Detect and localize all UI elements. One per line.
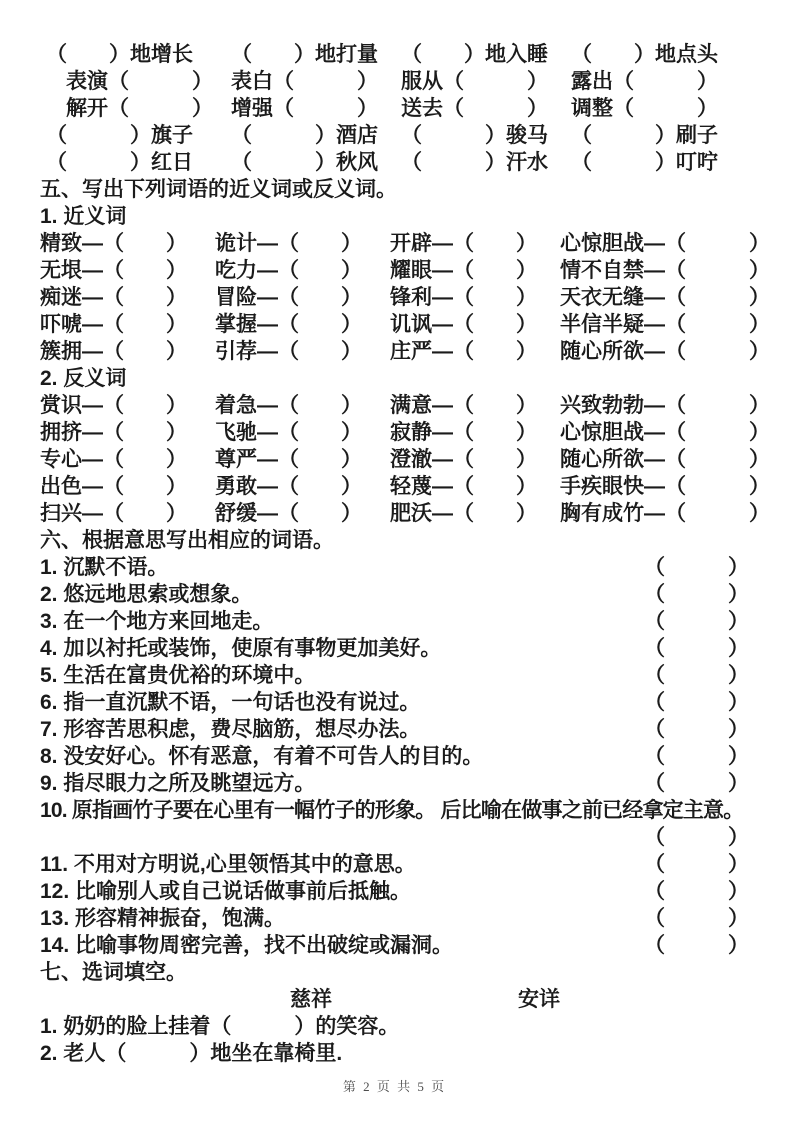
section-five bbox=[40, 176, 770, 527]
word-fill-row bbox=[40, 122, 749, 149]
fill-blank-cell: （ ）秋风 bbox=[231, 151, 378, 174]
sentence-item: 1. 奶奶的脸上挂着（ ）的笑容。 bbox=[40, 1015, 400, 1038]
fill-blank-cell: 增强（ ） bbox=[231, 97, 378, 120]
word-pair-cell: 扫兴—（ ） bbox=[40, 502, 187, 525]
definition-item bbox=[40, 662, 749, 689]
definition-item bbox=[40, 554, 749, 581]
answer-bracket: （ ） bbox=[644, 772, 749, 795]
answer-bracket: （ ） bbox=[644, 718, 749, 741]
fill-blank-cell: 露出（ ） bbox=[571, 70, 718, 93]
section-seven bbox=[40, 959, 749, 1067]
word-pair-cell: 耀眼—（ ） bbox=[390, 259, 537, 282]
definition-text: 7. 形容苦思积虑，费尽脑筋，想尽办法。 bbox=[40, 718, 421, 741]
answer-bracket: （ ） bbox=[644, 853, 749, 876]
word-pair-cell: 专心—（ ） bbox=[40, 448, 187, 471]
word-pair-cell: 尊严—（ ） bbox=[215, 448, 362, 471]
answer-bracket: （ ） bbox=[644, 745, 749, 768]
definition-text: 4. 加以衬托或装饰，使原有事物更加美好。 bbox=[40, 637, 442, 660]
word-pair-cell: 精致—（ ） bbox=[40, 232, 187, 255]
word-fill-row bbox=[40, 41, 749, 68]
antonym-row bbox=[40, 419, 770, 446]
word-pair-cell: 澄澈—（ ） bbox=[390, 448, 537, 471]
definition-item bbox=[40, 635, 749, 662]
definition-item bbox=[40, 770, 749, 797]
definition-text: 11. 不用对方明说,心里领悟其中的意思。 bbox=[40, 853, 416, 876]
answer-bracket: （ ） bbox=[644, 934, 749, 957]
word-fill-row bbox=[40, 68, 749, 95]
antonym-row bbox=[40, 446, 770, 473]
word-pair-cell: 心惊胆战—（ ） bbox=[560, 421, 770, 444]
fill-blank-cell: （ ）地点头 bbox=[571, 43, 718, 66]
fill-blank-cell: 表演（ ） bbox=[66, 70, 213, 93]
answer-bracket: （ ） bbox=[644, 880, 749, 903]
word-pair-cell: 无垠—（ ） bbox=[40, 259, 187, 282]
definition-text: 12. 比喻别人或自己说话做事前后抵触。 bbox=[40, 880, 412, 903]
word-option: 安详 bbox=[518, 988, 560, 1011]
definition-text: 13. 形容精神振奋，饱满。 bbox=[40, 907, 286, 930]
definition-item bbox=[40, 878, 749, 905]
word-pair-cell: 心惊胆战—（ ） bbox=[560, 232, 770, 255]
fill-blank-cell: 表白（ ） bbox=[231, 70, 378, 93]
word-pair-cell: 出色—（ ） bbox=[40, 475, 187, 498]
word-pair-cell: 轻蔑—（ ） bbox=[390, 475, 537, 498]
answer-bracket: （ ） bbox=[644, 556, 749, 579]
fill-blank-cell: （ ）地增长 bbox=[46, 43, 193, 66]
definition-item bbox=[40, 932, 749, 959]
fill-blank-cell: （ ）汗水 bbox=[401, 151, 548, 174]
page-number-footer: 第 2 页 共 5 页 bbox=[342, 1079, 447, 1094]
word-pair-cell: 簇拥—（ ） bbox=[40, 340, 187, 363]
fill-blank-cell: （ ）地打量 bbox=[231, 43, 378, 66]
section-six-title: 六、根据意思写出相应的词语。 bbox=[40, 529, 334, 552]
synonym-row bbox=[40, 230, 770, 257]
word-pair-cell: 着急—（ ） bbox=[215, 394, 362, 417]
fill-blank-cell: 送去（ ） bbox=[401, 97, 548, 120]
word-pair-cell: 引荐—（ ） bbox=[215, 340, 362, 363]
definition-text: 14. 比喻事物周密完善，找不出破绽或漏洞。 bbox=[40, 934, 454, 957]
antonym-row bbox=[40, 500, 770, 527]
fill-blank-cell: （ ）红日 bbox=[46, 151, 193, 174]
word-pair-cell: 情不自禁—（ ） bbox=[560, 259, 770, 282]
answer-bracket: （ ） bbox=[644, 637, 749, 660]
word-pair-cell: 寂静—（ ） bbox=[390, 421, 537, 444]
antonym-row bbox=[40, 473, 770, 500]
definition-text: 6. 指一直沉默不语，一句话也没有说过。 bbox=[40, 691, 421, 714]
word-pair-cell: 吓唬—（ ） bbox=[40, 313, 187, 336]
antonyms-label: 2. 反义词 bbox=[40, 367, 127, 390]
fill-blank-cell: （ ）地入睡 bbox=[401, 43, 548, 66]
word-pair-cell: 痴迷—（ ） bbox=[40, 286, 187, 309]
synonym-row bbox=[40, 284, 770, 311]
answer-bracket: （ ） bbox=[644, 664, 749, 687]
word-pair-cell: 飞驰—（ ） bbox=[215, 421, 362, 444]
word-fill-section bbox=[40, 41, 749, 176]
word-pair-cell: 满意—（ ） bbox=[390, 394, 537, 417]
word-pair-cell: 开辟—（ ） bbox=[390, 232, 537, 255]
fill-blank-cell: 解开（ ） bbox=[66, 97, 213, 120]
word-pair-cell: 庄严—（ ） bbox=[390, 340, 537, 363]
fill-blank-cell: 调整（ ） bbox=[571, 97, 718, 120]
answer-bracket: （ ） bbox=[644, 691, 749, 714]
fill-blank-cell: （ ）叮咛 bbox=[571, 151, 718, 174]
word-pair-cell: 天衣无缝—（ ） bbox=[560, 286, 770, 309]
word-pair-cell: 锋利—（ ） bbox=[390, 286, 537, 309]
definition-text: 3. 在一个地方来回地走。 bbox=[40, 610, 274, 633]
word-pair-cell: 肥沃—（ ） bbox=[390, 502, 537, 525]
synonym-row bbox=[40, 338, 770, 365]
definition-text: 2. 悠远地思索或想象。 bbox=[40, 583, 253, 606]
sentence-item: 2. 老人（ ）地坐在靠椅里. bbox=[40, 1042, 343, 1065]
word-pair-cell: 诡计—（ ） bbox=[215, 232, 362, 255]
definition-text: 9. 指尽眼力之所及眺望远方。 bbox=[40, 772, 316, 795]
section-seven-title: 七、选词填空。 bbox=[40, 961, 187, 984]
antonym-row bbox=[40, 392, 770, 419]
answer-bracket: （ ） bbox=[644, 583, 749, 606]
definition-item bbox=[40, 608, 749, 635]
word-pair-cell: 手疾眼快—（ ） bbox=[560, 475, 770, 498]
word-fill-row bbox=[40, 149, 749, 176]
word-pair-cell: 随心所欲—（ ） bbox=[560, 448, 770, 471]
word-pair-cell: 讥讽—（ ） bbox=[390, 313, 537, 336]
word-pair-cell: 吃力—（ ） bbox=[215, 259, 362, 282]
fill-blank-cell: 服从（ ） bbox=[401, 70, 548, 93]
definition-text: 1. 沉默不语。 bbox=[40, 556, 169, 579]
synonym-row bbox=[40, 257, 770, 284]
definition-item bbox=[40, 689, 749, 716]
definition-item-10-bracket-line bbox=[40, 824, 749, 851]
definition-item bbox=[40, 797, 749, 824]
word-fill-row bbox=[40, 95, 749, 122]
word-pair-cell: 兴致勃勃—（ ） bbox=[560, 394, 770, 417]
word-pair-cell: 冒险—（ ） bbox=[215, 286, 362, 309]
fill-blank-cell: （ ）骏马 bbox=[401, 124, 548, 147]
synonym-row bbox=[40, 311, 770, 338]
fill-blank-cell: （ ）酒店 bbox=[231, 124, 378, 147]
synonyms-label: 1. 近义词 bbox=[40, 205, 127, 228]
word-pair-cell: 掌握—（ ） bbox=[215, 313, 362, 336]
definition-text: 8. 没安好心。怀有恶意，有着不可告人的目的。 bbox=[40, 745, 484, 768]
fill-blank-cell: （ ）旗子 bbox=[46, 124, 193, 147]
fill-blank-cell: （ ）刷子 bbox=[571, 124, 718, 147]
definition-item bbox=[40, 716, 749, 743]
word-pair-cell: 勇敢—（ ） bbox=[215, 475, 362, 498]
definition-item bbox=[40, 851, 749, 878]
word-pair-cell: 随心所欲—（ ） bbox=[560, 340, 770, 363]
answer-bracket: （ ） bbox=[644, 907, 749, 930]
word-pair-cell: 拥挤—（ ） bbox=[40, 421, 187, 444]
answer-bracket: （ ） bbox=[644, 610, 749, 633]
word-pair-cell: 舒缓—（ ） bbox=[215, 502, 362, 525]
section-five-title: 五、写出下列词语的近义词或反义词。 bbox=[40, 178, 397, 201]
definition-item bbox=[40, 581, 749, 608]
word-pair-cell: 赏识—（ ） bbox=[40, 394, 187, 417]
definition-item bbox=[40, 743, 749, 770]
definition-item bbox=[40, 905, 749, 932]
word-pair-cell: 胸有成竹—（ ） bbox=[560, 502, 770, 525]
word-pair-cell: 半信半疑—（ ） bbox=[560, 313, 770, 336]
section-six bbox=[40, 527, 749, 959]
word-option: 慈祥 bbox=[290, 988, 332, 1011]
answer-bracket: （ ） bbox=[644, 826, 749, 849]
definition-text: 5. 生活在富贵优裕的环境中。 bbox=[40, 664, 316, 687]
word-options-row bbox=[40, 986, 749, 1013]
definition-text: 10. 原指画竹子要在心里有一幅竹子的形象。 后比喻在做事之前已经拿定主意。 bbox=[40, 799, 744, 822]
